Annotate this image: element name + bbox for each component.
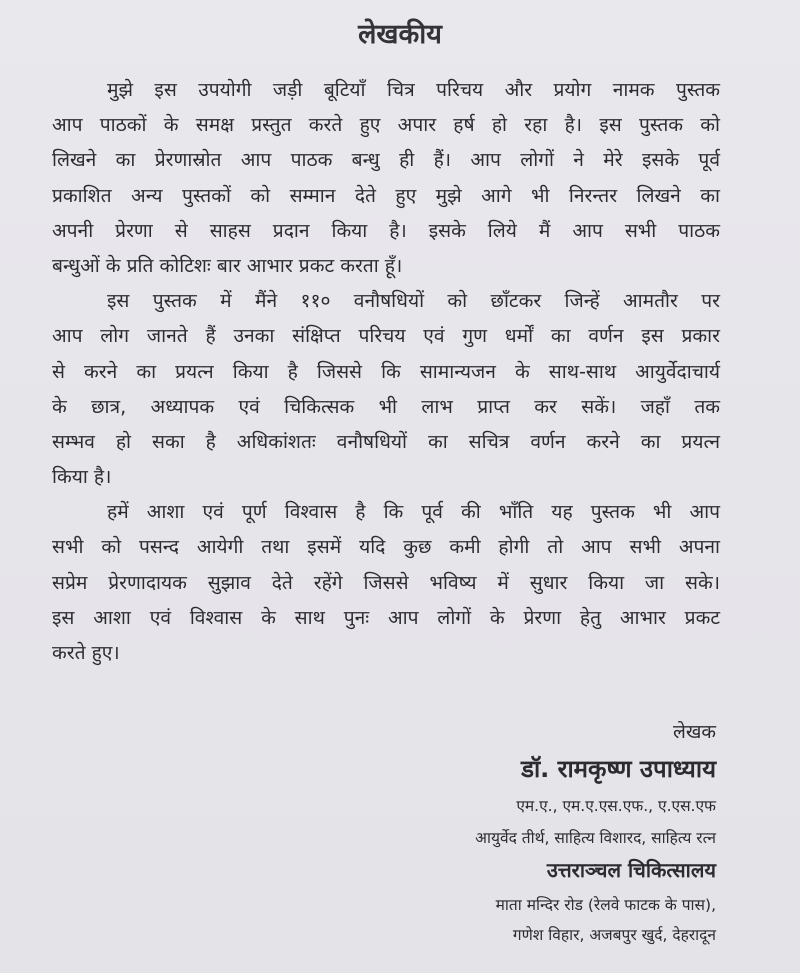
text-line: से करने का प्रयत्न किया है जिससे कि सामान्यजन के साथ-साथ आयुर्वेदाचार्य	[52, 359, 720, 383]
text-line: आप लोग जानते हैं उनका संक्षिप्त परिचय एवं गुण धर्मों का वर्णन इस प्रकार	[52, 324, 720, 348]
text-line: लिखने का प्रेरणास्रोत आप पाठक बन्धु ही हैं। आप लोगों ने मेरे इसके पूर्व	[52, 148, 720, 172]
text-line: बन्धुओं के प्रति कोटिशः बार आभार प्रकट करता हूँ।	[52, 253, 403, 277]
signature-label: लेखक	[672, 721, 716, 743]
author-name: डॉ. रामकृष्ण उपाध्याय	[521, 755, 716, 783]
text-line: प्रकाशित अन्य पुस्तकों को सम्मान देते हुए मुझे आगे भी निरन्तर लिखने का	[52, 183, 720, 207]
preface-body	[52, 72, 720, 670]
paragraph-2	[52, 283, 720, 494]
text-line: सम्भव हो सका है अधिकांशतः वनौषधियों का सचित्र वर्णन करने का प्रयत्न	[52, 429, 720, 453]
address-line-2: गणेश विहार, अजबपुर खुर्द, देहरादून	[512, 926, 716, 944]
text-line: इस आशा एवं विश्वास के साथ पुनः आप लोगों के प्रेरणा हेतु आभार प्रकट	[52, 605, 720, 629]
author-titles: आयुर्वेद तीर्थ, साहित्य विशारद, साहित्य रत्न	[475, 829, 716, 847]
text-line: इस पुस्तक में मैंने ११० वनौषधियों को छाँटकर जिन्हें आमतौर पर	[107, 289, 720, 313]
text-line: सभी को पसन्द आयेगी तथा इसमें यदि कुछ कमी होगी तो आप सभी अपना	[52, 535, 720, 559]
text-line: मुझे इस उपयोगी जड़ी बूटियाँ चित्र परिचय और प्रयोग नामक पुस्तक	[107, 78, 720, 101]
text-line: किया है।	[52, 465, 112, 489]
paragraph-3	[52, 494, 720, 670]
author-degrees: एम.ए., एम.ए.एस.एफ., ए.एस.एफ	[516, 797, 716, 815]
text-line: के छात्र, अध्यापक एवं चिकित्सक भी लाभ प्राप्त कर सकें। जहाँ तक	[52, 394, 720, 418]
page-title: लेखकीय	[358, 19, 442, 50]
text-line: हमें आशा एवं पूर्ण विश्वास है कि पूर्व की भाँति यह पुस्तक भी आप	[107, 500, 720, 524]
text-line: आप पाठकों के समक्ष प्रस्तुत करते हुए अपार हर्ष हो रहा है। इस पुस्तक को	[52, 113, 720, 137]
text-line: अपनी प्रेरणा से साहस प्रदान किया है। इसके लिये मैं आप सभी पाठक	[52, 218, 720, 242]
paragraph-1	[52, 72, 720, 283]
text-line: करते हुए।	[52, 641, 120, 664]
clinic-name: उत्तराञ्चल चिकित्सालय	[546, 858, 716, 882]
text-line: सप्रेम प्रेरणादायक सुझाव देते रहेंगे जिससे भविष्य में सुधार किया जा सके।	[52, 570, 720, 594]
address-line-1: माता मन्दिर रोड (रेलवे फाटक के पास),	[495, 896, 716, 914]
